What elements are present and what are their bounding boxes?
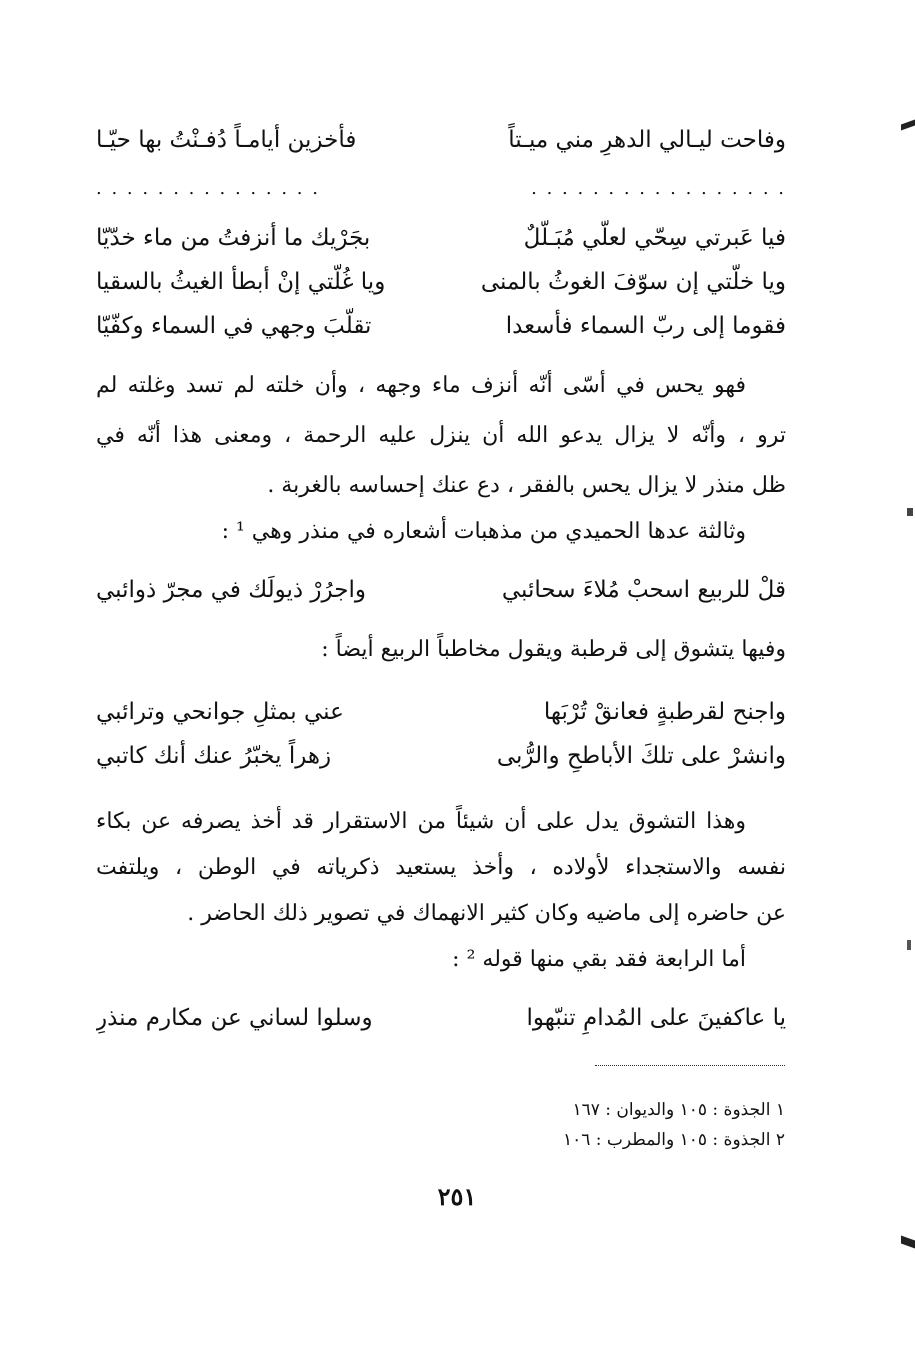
verse-hemistich-first: فيا عَبرتي سِحّي لعلّي مُبَـلّلٌ xyxy=(523,225,786,251)
verse-hemistich-first: وانشرْ على تلكَ الأباطحِ والرُّبى xyxy=(496,743,786,769)
footnote: ١ الجذوة : ١٠٥ والديوان : ١٦٧ xyxy=(572,1100,785,1120)
verse-hemistich-first: وفاحت ليـالي الدهرِ مني ميـتاً xyxy=(508,127,786,153)
verse-hemistich-second: عني بمثلِ جوانحي وترائبي xyxy=(96,699,344,725)
ellipsis-omission xyxy=(96,178,786,200)
ellipsis-dots: . . . . . . . . . . . . . . . xyxy=(96,178,320,199)
verse-hemistich-second: تقلّبَ وجهي في السماء وكفّيّا xyxy=(96,313,372,339)
verse-hemistich-second: بجَرْيك ما أنزفتُ من ماء خدّيّا xyxy=(96,225,371,251)
verse-hemistich-first: ويا خلّتي إن سوّفَ الغوثُ بالمنى xyxy=(480,269,786,295)
intro-line: وفيها يتشوق إلى قرطبة ويقول مخاطباً الربيع أيضاً : xyxy=(321,637,786,662)
verse-line xyxy=(96,690,786,734)
verse-line xyxy=(96,734,786,778)
ellipsis-dots: . . . . . . . . . . . . . . . . . xyxy=(531,178,786,199)
verse-hemistich-second: وسلوا لساني عن مكارم منذرِ xyxy=(96,1005,373,1031)
scan-mark xyxy=(907,508,913,516)
verse-hemistich-second: فأخزين أيامـاً دُفـنْتُ بها حيّـا xyxy=(96,127,357,153)
verse-hemistich-first: فقوما إلى ربّ السماء فأسعدا xyxy=(505,313,786,339)
prose-line: وهذا التشوق يدل على أن شيئاً من الاستقرار قد أخذ يصرفه عن بكاء xyxy=(96,809,746,834)
prose-line: نفسه والاستجداء لأولاده ، وأخذ يستعيد ذكرياته في الوطن ، ويلتفت xyxy=(96,855,786,880)
verse-hemistich-second: ويا غُلّتي إنْ أبطأ الغيثُ بالسقيا xyxy=(96,269,386,295)
verse-line xyxy=(96,118,786,162)
verse-line xyxy=(96,568,786,612)
verse-hemistich-second: زهراً يخبّرُ عنك أنك كاتبي xyxy=(96,743,332,769)
verse-hemistich-first: يا عاكفينَ على المُدامِ تنبّهوا xyxy=(526,1005,786,1031)
intro-line: أما الرابعة فقد بقي منها قوله ² : xyxy=(452,947,746,972)
verse-line xyxy=(96,304,786,348)
verse-hemistich-second: واجرُرْ ذيولَك في مجرّ ذوائبي xyxy=(96,577,366,603)
prose-line: ظل منذر لا يزال يحس بالفقر ، دع عنك إحساسه بالغربة . xyxy=(267,473,786,498)
verse-hemistich-first: واجنح لقرطبةٍ فعانقْ تُرْبَها xyxy=(543,699,786,725)
prose-line: ترو ، وأنّه لا يزال يدعو الله أن ينزل عليه الرحمة ، ومعنى هذا أنّه في xyxy=(96,423,786,448)
verse-line xyxy=(96,216,786,260)
intro-line: وثالثة عدها الحميدي من مذهبات أشعاره في منذر وهي ¹ : xyxy=(221,519,746,544)
footnote: ٢ الجذوة : ١٠٥ والمطرب : ١٠٦ xyxy=(562,1130,785,1150)
scan-mark xyxy=(907,940,911,950)
prose-line: فهو يحس في أسّى أنّه أنزف ماء وجهه ، وأن خلته لم تسد وغلته لم xyxy=(96,373,746,398)
scan-mark xyxy=(901,119,915,130)
footnote-separator xyxy=(595,1065,785,1066)
verse-line xyxy=(96,996,786,1040)
scan-mark xyxy=(901,1235,915,1248)
verse-hemistich-first: قلْ للربيع اسحبْ مُلاءَ سحائبي xyxy=(501,577,786,603)
prose-line: عن حاضره إلى ماضيه وكان كثير الانهماك في تصوير ذلك الحاضر . xyxy=(187,901,786,926)
verse-line xyxy=(96,260,786,304)
page-number: ٢٥١ xyxy=(437,1182,477,1211)
